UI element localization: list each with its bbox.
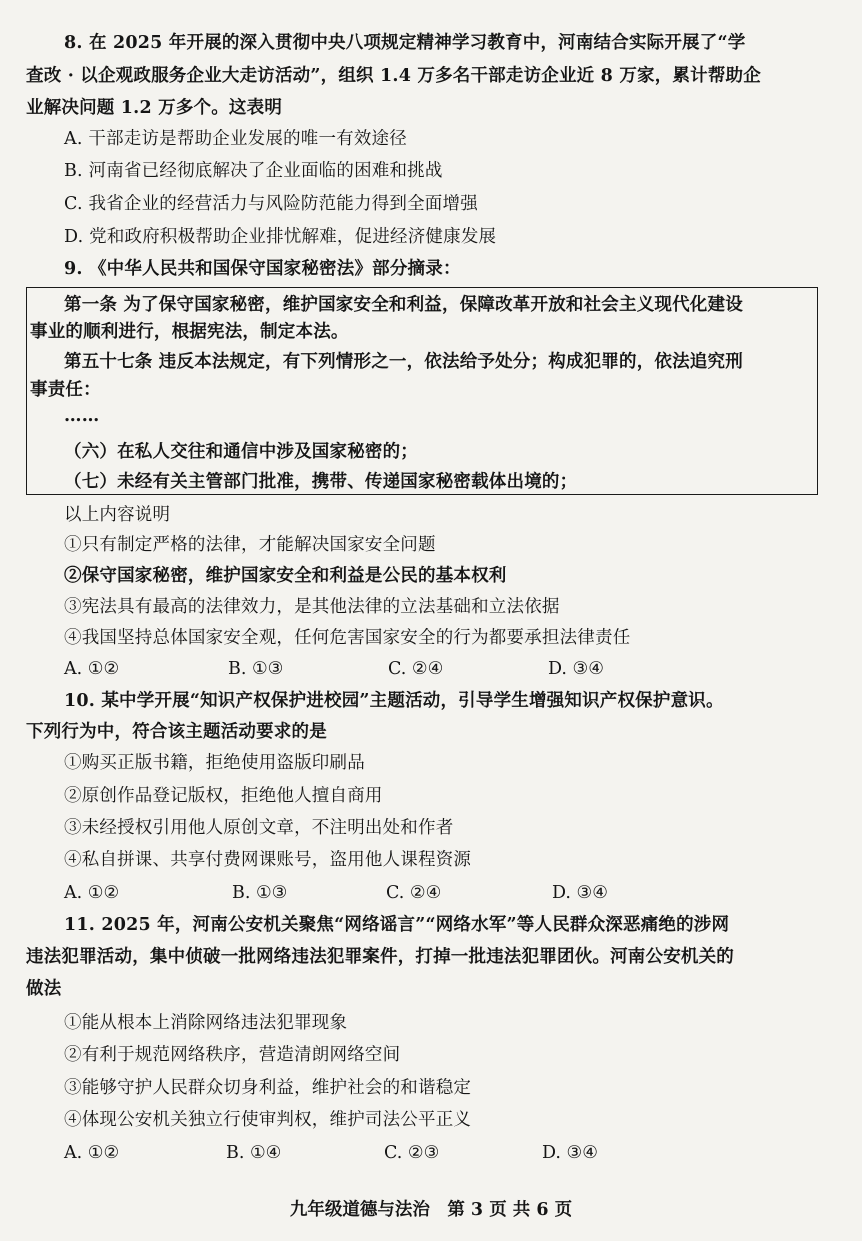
law-ellipsis: …… — [64, 406, 100, 426]
q8-stem-line-1: 8. 在 2025 年开展的深入贯彻中央八项规定精神学习教育中，河南结合实际开展了“学 — [64, 33, 746, 53]
q8-option-c: C. 我省企业的经营活力与风险防范能力得到全面增强 — [64, 194, 478, 214]
law-item-6: （六）在私人交往和通信中涉及国家秘密的； — [64, 442, 418, 462]
law-article-1-line-2: 事业的顺利进行，根据宪法，制定本法。 — [30, 322, 349, 342]
q9-choice-d: D. ③④ — [548, 659, 604, 679]
q10-choice-d: D. ③④ — [552, 883, 608, 903]
q10-stem-line-2: 下列行为中，符合该主题活动要求的是 — [26, 722, 327, 742]
q11-stem-line-3: 做法 — [26, 979, 62, 999]
q8-stem-line-2: 查改 · 以企观政服务企业大走访活动”，组织 1.4 万多名干部走访企业近 8 万家，累计帮助企 — [26, 66, 761, 86]
q10-choice-a: A. ①② — [64, 883, 120, 903]
q11-choice-a: A. ①② — [64, 1143, 120, 1163]
q9-choice-a: A. ①② — [64, 659, 120, 679]
q9-stem: 以上内容说明 — [64, 505, 171, 525]
q11-choices — [64, 1141, 784, 1165]
q9-choice-c: C. ②④ — [388, 659, 444, 679]
page-footer: 九年级道德与法治 第 3 页 共 6 页 — [289, 1200, 573, 1220]
q10-statement-4: ④私自拼课、共享付费网课账号，盗用他人课程资源 — [64, 850, 472, 870]
q9-choices — [64, 657, 784, 681]
q10-statement-3: ③未经授权引用他人原创文章，不注明出处和作者 — [64, 818, 454, 838]
law-item-7: （七）未经有关主管部门批准，携带、传递国家秘密载体出境的； — [64, 472, 578, 492]
q10-choice-b: B. ①③ — [232, 883, 288, 903]
law-article-57-line-1: 第五十七条 违反本法规定，有下列情形之一，依法给予处分；构成犯罪的，依法追究刑 — [64, 352, 743, 372]
q10-statement-2: ②原创作品登记版权，拒绝他人擅自商用 — [64, 786, 383, 806]
law-article-57-line-2: 事责任： — [30, 380, 101, 400]
q11-choice-c: C. ②③ — [384, 1143, 440, 1163]
q8-option-a: A. 干部走访是帮助企业发展的唯一有效途径 — [64, 129, 407, 149]
q11-statement-1: ①能从根本上消除网络违法犯罪现象 — [64, 1013, 348, 1033]
q11-statement-4: ④体现公安机关独立行使审判权，维护司法公平正义 — [64, 1110, 472, 1130]
q11-statement-2: ②有利于规范网络秩序，营造清朗网络空间 — [64, 1045, 401, 1065]
law-article-1-line-1: 第一条 为了保守国家秘密，维护国家安全和利益，保障改革开放和社会主义现代化建设 — [64, 295, 743, 315]
q9-intro: 9. 《中华人民共和国保守国家秘密法》部分摘录： — [64, 259, 461, 279]
q8-option-b: B. 河南省已经彻底解决了企业面临的困难和挑战 — [64, 161, 443, 181]
q9-statement-2: ②保守国家秘密，维护国家安全和利益是公民的基本权利 — [64, 566, 507, 586]
q10-statement-1: ①购买正版书籍，拒绝使用盗版印刷品 — [64, 753, 365, 773]
q10-choice-c: C. ②④ — [386, 883, 442, 903]
q11-choice-b: B. ①④ — [226, 1143, 282, 1163]
q11-choice-d: D. ③④ — [542, 1143, 598, 1163]
q9-statement-3: ③宪法具有最高的法律效力，是其他法律的立法基础和立法依据 — [64, 597, 560, 617]
q10-choices — [64, 881, 784, 905]
q11-stem-line-2: 违法犯罪活动，集中侦破一批网络违法犯罪案件，打掉一批违法犯罪团伙。河南公安机关的 — [26, 947, 734, 967]
q11-stem-line-1: 11. 2025 年，河南公安机关聚焦“网络谣言”“网络水军”等人民群众深恶痛绝的涉网 — [64, 915, 730, 935]
q9-statement-4: ④我国坚持总体国家安全观，任何危害国家安全的行为都要承担法律责任 — [64, 628, 631, 648]
q8-stem-line-3: 业解决问题 1.2 万多个。这表明 — [26, 98, 283, 118]
q8-option-d: D. 党和政府积极帮助企业排忧解难，促进经济健康发展 — [64, 227, 497, 247]
q9-choice-b: B. ①③ — [228, 659, 284, 679]
q11-statement-3: ③能够守护人民群众切身利益，维护社会的和谐稳定 — [64, 1078, 472, 1098]
q9-statement-1: ①只有制定严格的法律，才能解决国家安全问题 — [64, 535, 436, 555]
q10-stem-line-1: 10. 某中学开展“知识产权保护进校园”主题活动，引导学生增强知识产权保护意识。 — [64, 691, 724, 711]
